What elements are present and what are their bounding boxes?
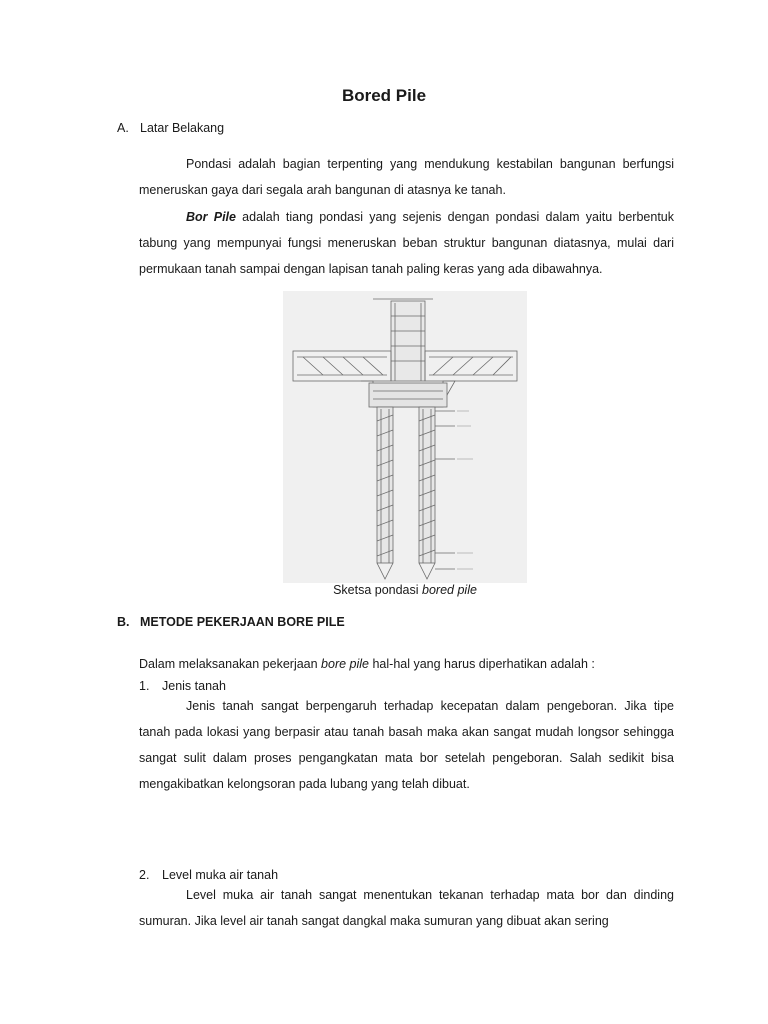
page-title: Bored Pile (341, 86, 427, 105)
list-item-1-label: Jenis tanah (162, 679, 226, 693)
figure-caption-italic: bored pile (422, 583, 477, 597)
section-a-paragraph-2-text: adalah tiang pondasi yang sejenis dengan pondasi dalam yaitu berbentuk tabung yang mempunyai fungsi meneruskan beban struktur bangunan diatasnya, mulai dari permukaan tanah sampai dengan lapisan tanah paling keras yang ada dibawahnya. (139, 210, 674, 276)
intro-suffix: hal-hal yang harus diperhatikan adalah : (369, 657, 595, 671)
section-b-marker: B. (117, 615, 130, 629)
section-a-marker: A. (117, 121, 129, 135)
bor-pile-term: Bor Pile (186, 210, 236, 224)
section-a-paragraph-2 (139, 204, 674, 282)
intro-prefix: Dalam melaksanakan pekerjaan (139, 657, 322, 671)
section-b-heading: METODE PEKERJAAN BORE PILE (140, 615, 345, 629)
list-item-2-label: Level muka air tanah (162, 868, 279, 882)
list-item-2-text: Level muka air tanah sangat menentukan tekanan terhadap mata bor dan dinding sumuran. Jika level air tanah sangat dangkal maka sumuran yang dibuat akan sering (139, 888, 674, 928)
list-item-1-text: Jenis tanah sangat berpengaruh terhadap kecepatan dalam pengeboran. Jika tipe tanah pada lokasi yang berpasir atau tanah basah maka akan sangat mudah longsor sehingga sangat sulit dalam proses pengangkatan mata bor setelah pengeboran. Salah sedikit bisa mengakibatkan kelongsoran pada lubang yang telah dibuat. (139, 699, 674, 791)
section-a-paragraph-1: Pondasi adalah bagian terpenting yang mendukung kestabilan bangunan berfungsi meneruskan gaya dari segala arah bangunan di atasnya ke tanah. (139, 157, 674, 197)
section-a-heading: Latar Belakang (140, 121, 225, 135)
bored-pile-sketch (283, 291, 527, 583)
list-item-2-number: 2. (139, 868, 150, 882)
figure-caption (0, 583, 768, 597)
bored-pile-drawing (283, 291, 527, 583)
intro-italic: bore pile (321, 657, 369, 671)
section-b-intro (139, 657, 595, 671)
list-item-1-number: 1. (139, 679, 150, 693)
figure-caption-text: Sketsa pondasi (333, 583, 423, 597)
